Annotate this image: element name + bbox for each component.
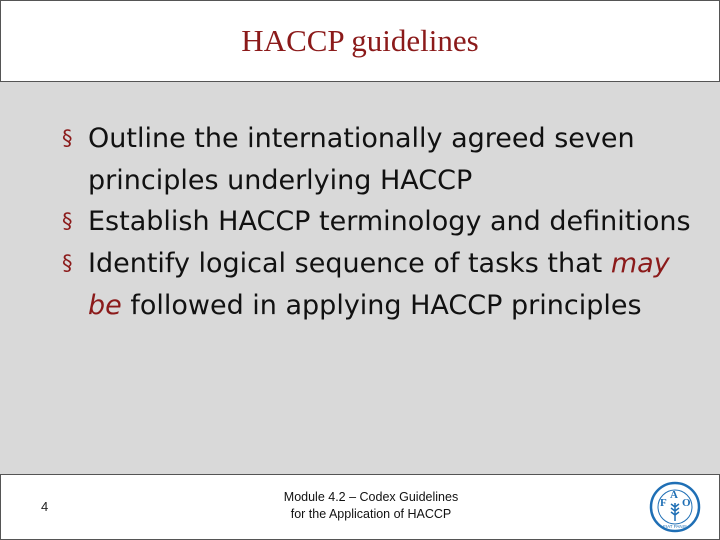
- bullet-text: Establish HACCP terminology and definitions: [88, 206, 691, 238]
- fao-logo-icon: [649, 481, 701, 533]
- emphasis-text: may be: [88, 248, 670, 321]
- page-number: 4: [41, 499, 49, 514]
- bullet-item: [62, 243, 702, 326]
- bullet-marker-icon: §: [62, 209, 73, 234]
- footer-line-2: for the Application of HACCP: [290, 507, 452, 521]
- bullet-item: [62, 201, 702, 243]
- bullet-text: Identify logical sequence of tasks that: [88, 248, 611, 280]
- logo-motto: FIAT PANIS: [663, 524, 687, 529]
- slide-title: HACCP guidelines: [241, 23, 479, 58]
- bullet-list: [62, 118, 702, 327]
- logo-letter: F: [660, 497, 667, 509]
- logo-letter: O: [682, 497, 691, 509]
- logo-letter: A: [670, 489, 678, 501]
- bullet-item: [62, 118, 702, 201]
- slide-body: [0, 82, 720, 462]
- slide-header: [0, 0, 720, 82]
- slide-footer: [0, 474, 720, 540]
- bullet-text: Outline the internationally agreed seven principles underlying HACCP: [88, 123, 635, 196]
- footer-caption: [251, 489, 491, 523]
- bullet-text: followed in applying HACCP principles: [121, 289, 642, 321]
- footer-line-1: Module 4.2 – Codex Guidelines: [283, 490, 459, 504]
- bullet-marker-icon: §: [62, 251, 73, 276]
- bullet-marker-icon: §: [62, 126, 73, 150]
